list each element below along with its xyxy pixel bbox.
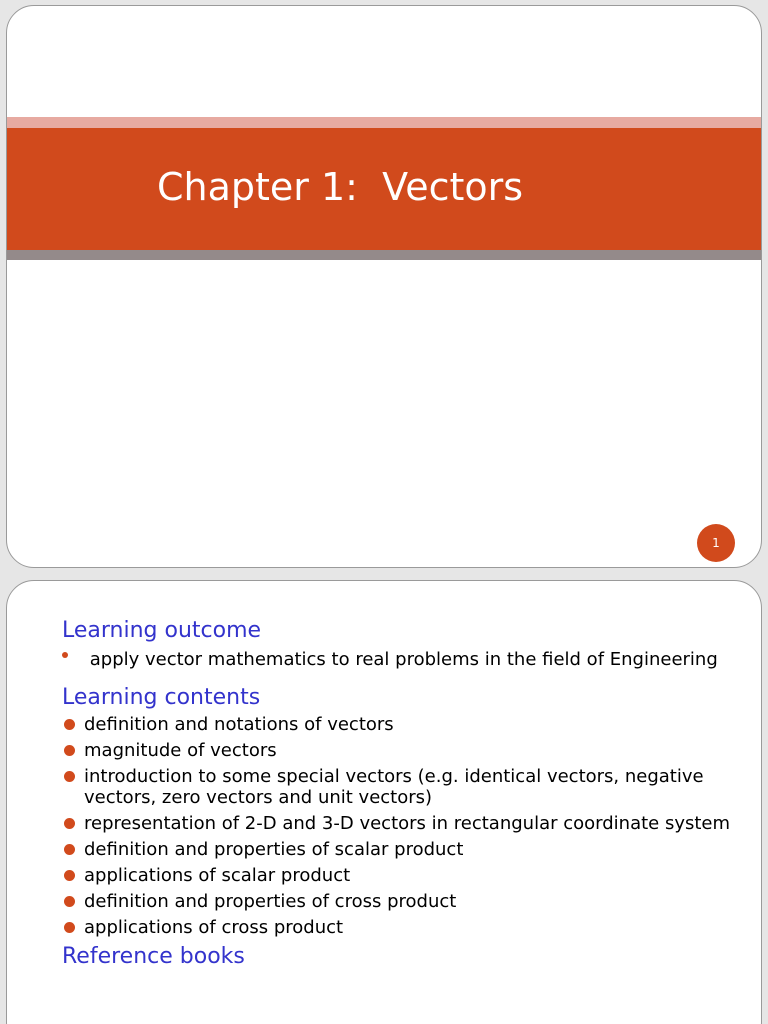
slide-1	[6, 5, 762, 568]
chapter-title: Chapter 1: Vectors	[157, 165, 524, 209]
list-item-text: magnitude of vectors	[84, 740, 277, 761]
bullet-icon	[64, 870, 75, 881]
learning-outcome-list	[62, 649, 742, 670]
list-item-text: representation of 2-D and 3-D vectors in rectangular coordinate system	[84, 813, 731, 834]
list-item-text: applications of cross product	[84, 917, 344, 938]
list-item	[62, 839, 742, 860]
list-item-text: apply vector mathematics to real problems in the field of Engineering	[84, 649, 718, 670]
bullet-icon	[64, 771, 75, 782]
slide-2	[6, 580, 762, 1024]
bullet-icon	[64, 818, 75, 829]
bullet-icon	[64, 844, 75, 855]
list-item-text: introduction to some special vectors (e.g. identical vectors, negative vectors, zero vectors and unit vectors)	[84, 766, 704, 808]
slide-2-content	[62, 617, 742, 971]
list-item	[62, 714, 742, 735]
title-band-bottom-stripe	[7, 250, 761, 260]
list-item	[62, 649, 742, 670]
title-band-top-stripe	[7, 117, 761, 128]
learning-contents-list	[62, 714, 742, 938]
bullet-icon	[64, 745, 75, 756]
list-item-text: definition and notations of vectors	[84, 714, 394, 735]
list-item-text: definition and properties of scalar product	[84, 839, 464, 860]
list-item-text: applications of scalar product	[84, 865, 351, 886]
bullet-icon	[64, 719, 75, 730]
list-item	[62, 891, 742, 912]
bullet-icon	[62, 652, 68, 658]
list-item-text: definition and properties of cross product	[84, 891, 457, 912]
bullet-icon	[64, 896, 75, 907]
reference-books-heading: Reference books	[62, 944, 245, 969]
learning-contents-heading: Learning contents	[62, 685, 261, 710]
slide-number-badge: 1	[697, 524, 735, 562]
list-item	[62, 917, 742, 938]
list-item	[62, 813, 742, 834]
bullet-icon	[64, 922, 75, 933]
learning-outcome-heading: Learning outcome	[62, 618, 262, 643]
list-item	[62, 865, 742, 886]
list-item	[62, 740, 742, 761]
list-item	[62, 766, 742, 808]
